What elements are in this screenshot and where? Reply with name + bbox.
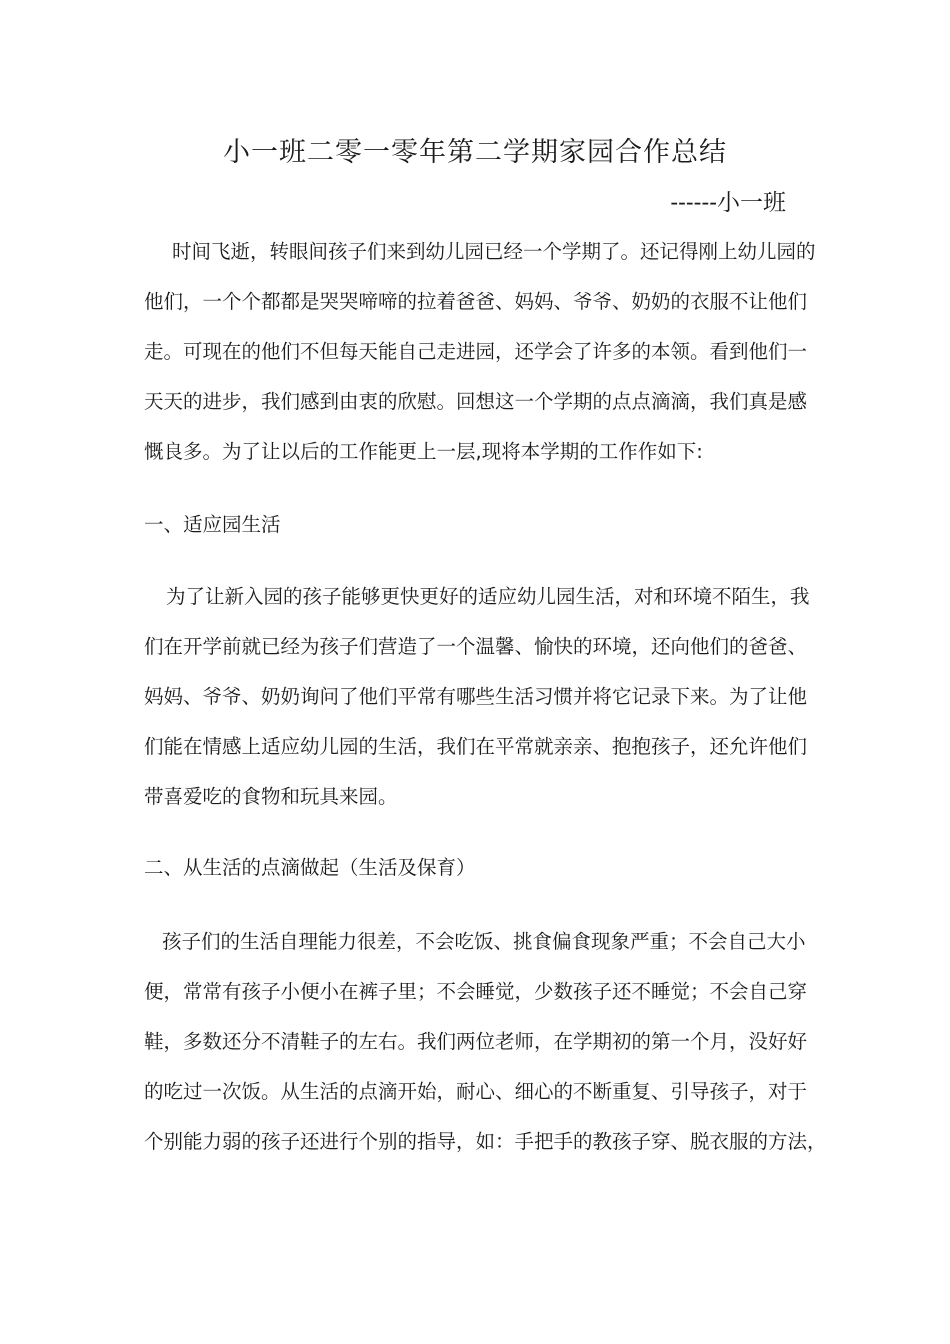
section1-line: 们能在情感上适应幼儿园的生活，我们在平常就亲亲、抱抱孩子，还允许他们: [144, 735, 808, 758]
intro-line: 天天的进步，我们感到由衷的欣慰。回想这一个学期的点点滴滴，我们真是感: [144, 390, 808, 413]
section1-line: 们在开学前就已经为孩子们营造了一个温馨、愉快的环境，还向他们的爸爸、: [144, 635, 808, 658]
section1-line: 为了让新入园的孩子能够更快更好的适应幼儿园生活，对和环境不陌生，我: [166, 585, 810, 608]
section1-line: 带喜爱吃的食物和玩具来园。: [144, 785, 398, 808]
signature: ------小一班: [670, 190, 786, 216]
section2-line: 孩子们的生活自理能力很差，不会吃饭、挑食偏食现象严重；不会自己大小: [162, 930, 806, 953]
section1-line: 妈妈、爷爷、奶奶询问了他们平常有哪些生活习惯并将它记录下来。为了让他: [144, 685, 808, 708]
section2-line: 便，常常有孩子小便小在裤子里；不会睡觉，少数孩子还不睡觉；不会自己穿: [144, 980, 808, 1003]
intro-line: 走。可现在的他们不但每天能自己走进园，还学会了许多的本领。看到他们一: [144, 340, 808, 363]
section-heading-daily-life: 二、从生活的点滴做起（生活及保育）: [144, 856, 476, 879]
section2-line: 鞋，多数还分不清鞋子的左右。我们两位老师，在学期初的第一个月，没好好: [144, 1030, 808, 1053]
document-title: 小一班二零一零年第二学期家园合作总结: [223, 137, 727, 168]
intro-line: 慨良多。为了让以后的工作能更上一层,现将本学期的工作作如下:: [144, 440, 703, 463]
section2-line: 的吃过一次饭。从生活的点滴开始，耐心、细心的不断重复、引导孩子，对于: [144, 1080, 808, 1103]
section-heading-adapt: 一、适应园生活: [144, 513, 281, 536]
section2-line: 个别能力弱的孩子还进行个别的指导，如：手把手的教孩子穿、脱衣服的方法，: [144, 1130, 827, 1153]
intro-line: 他们，一个个都都是哭哭啼啼的拉着爸爸、妈妈、爷爷、奶奶的衣服不让他们: [144, 290, 808, 313]
intro-line: 时间飞逝，转眼间孩子们来到幼儿园已经一个学期了。还记得刚上幼儿园的: [172, 240, 816, 263]
